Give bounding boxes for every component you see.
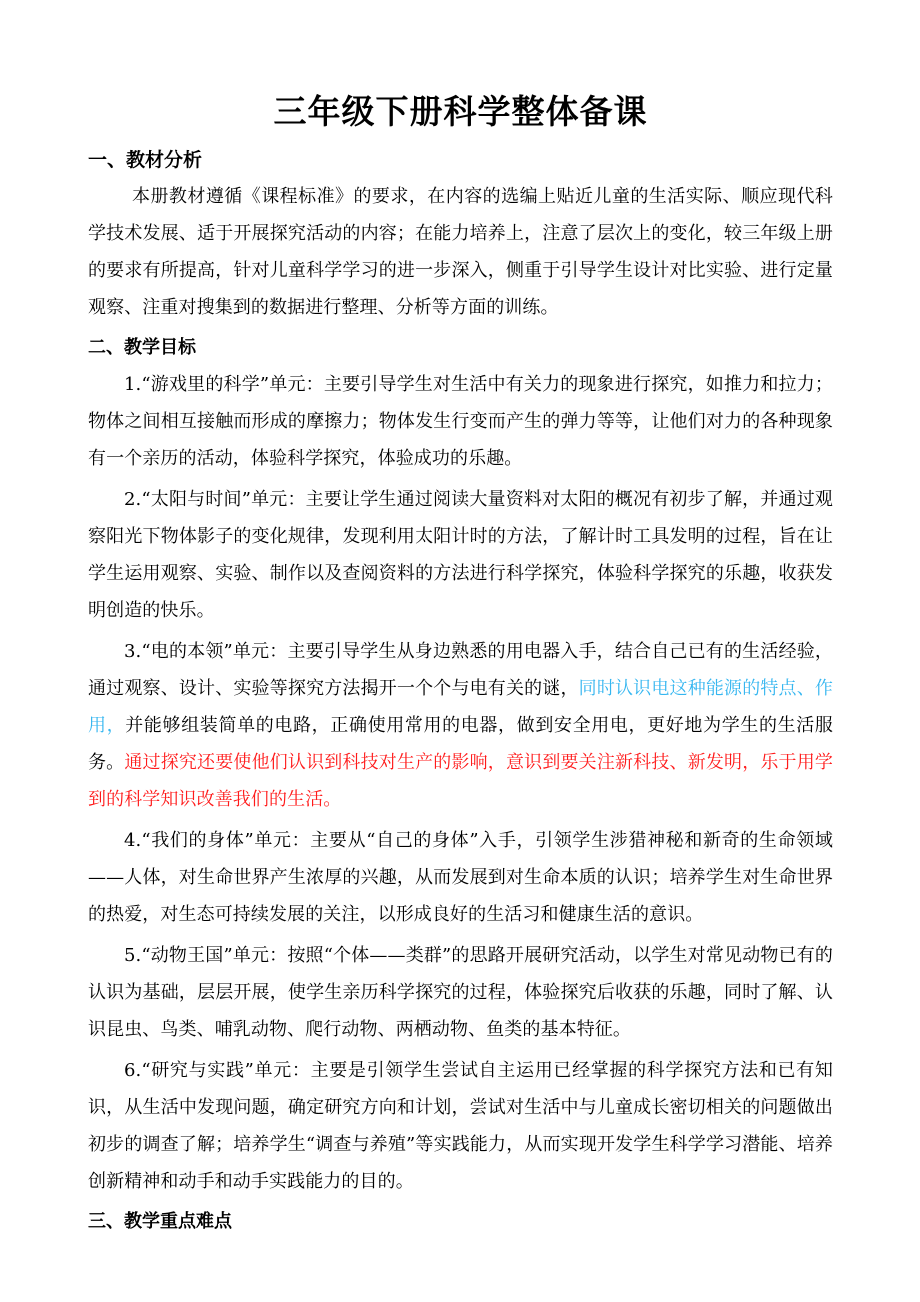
goal-item-5: 5.“动物王国”单元：按照“个体——类群”的思路开展研究活动，以学生对常见动物已有的认识为基础，层层开展，使学生亲历科学探究的过程，体验探究后收获的乐趣，同时了解、认识昆虫、鸟类、哺乳动物、爬行动物、两栖动物、鱼类的基本特征。 xyxy=(88,945,833,1040)
section-heading-textbook-analysis: 一、教材分析 xyxy=(88,149,203,171)
goal-item-3-text-2: 并能够组装简单的电路，正确使用常用的电器，做到安全用电，更好地为学生的生活服务。 xyxy=(88,715,833,773)
goal-item-1: 1.“游戏里的科学”单元：主要引导学生对生活中有关力的现象进行探究，如推力和拉力；物体之间相互接触而形成的摩擦力；物体发生行变而产生的弹力等等，让他们对力的各种现象有一个亲历的活动，体验科学探究，体验成功的乐趣。 xyxy=(88,374,833,469)
goal-item-2: 2.“太阳与时间”单元：主要让学生通过阅读大量资料对太阳的概况有初步了解，并通过观察阳光下物体影子的变化规律，发现利用太阳计时的方法，了解计时工具发明的过程，旨在让学生运用观察、实验、制作以及查阅资料的方法进行科学探究，体验科学探究的乐趣，收获发明创造的快乐。 xyxy=(88,489,833,621)
goal-item-4: 4.“我们的身体”单元：主要从“自己的身体”入手，引领学生涉猎神秘和新奇的生命领域——人体，对生命世界产生浓厚的兴趣，从而发展到对生命本质的认识；培养学生对生命世界的热爱，对生态可持续发展的关注，以形成良好的生活习和健康生活的意识。 xyxy=(88,830,833,925)
textbook-analysis-paragraph: 本册教材遵循《课程标准》的要求，在内容的选编上贴近儿童的生活实际、顺应现代科学技术发展、适于开展探究活动的内容；在能力培养上，注意了层次上的变化，较三年级上册的要求有所提高，针对儿童科学学习的进一步深入，侧重于引导学生设计对比实验、进行定量观察、注重对搜集到的数据进行整理、分析等方面的训练。 xyxy=(88,186,833,318)
goal-item-3-text: 3.“电的本领”单元：主要引导学生从身边熟悉的用电器入手，结合自己已有的生活经验，通过观察、设计、实验等探究方法揭开一个个与电有关的谜， xyxy=(88,641,833,699)
goal-item-3-red-highlight: 通过探究还要使他们认识到科技对生产的影响，意识到要关注新科技、新发明，乐于用学到的科学知识改善我们的生活。 xyxy=(88,752,834,810)
document-page xyxy=(88,88,833,1240)
goal-item-3-blue-highlight: 同时认识电这种能源的特点、作用， xyxy=(88,678,833,736)
section-heading-teaching-goals: 二、教学目标 xyxy=(88,337,196,358)
section-heading-key-points: 三、教学重点难点 xyxy=(88,1211,232,1232)
goal-item-6: 6.“研究与实践”单元：主要是引领学生尝试自主运用已经掌握的科学探究方法和已有知识，从生活中发现问题，确定研究方向和计划，尝试对生活中与儿童成长密切相关的问题做出初步的调查了解；培养学生“调查与养殖”等实践能力，从而实现开发学生科学学习潜能、培养创新精神和动手和动手实践能力的目的。 xyxy=(88,1060,833,1192)
document-title: 三年级下册科学整体备课 xyxy=(273,92,648,131)
goal-item-3 xyxy=(88,633,833,818)
